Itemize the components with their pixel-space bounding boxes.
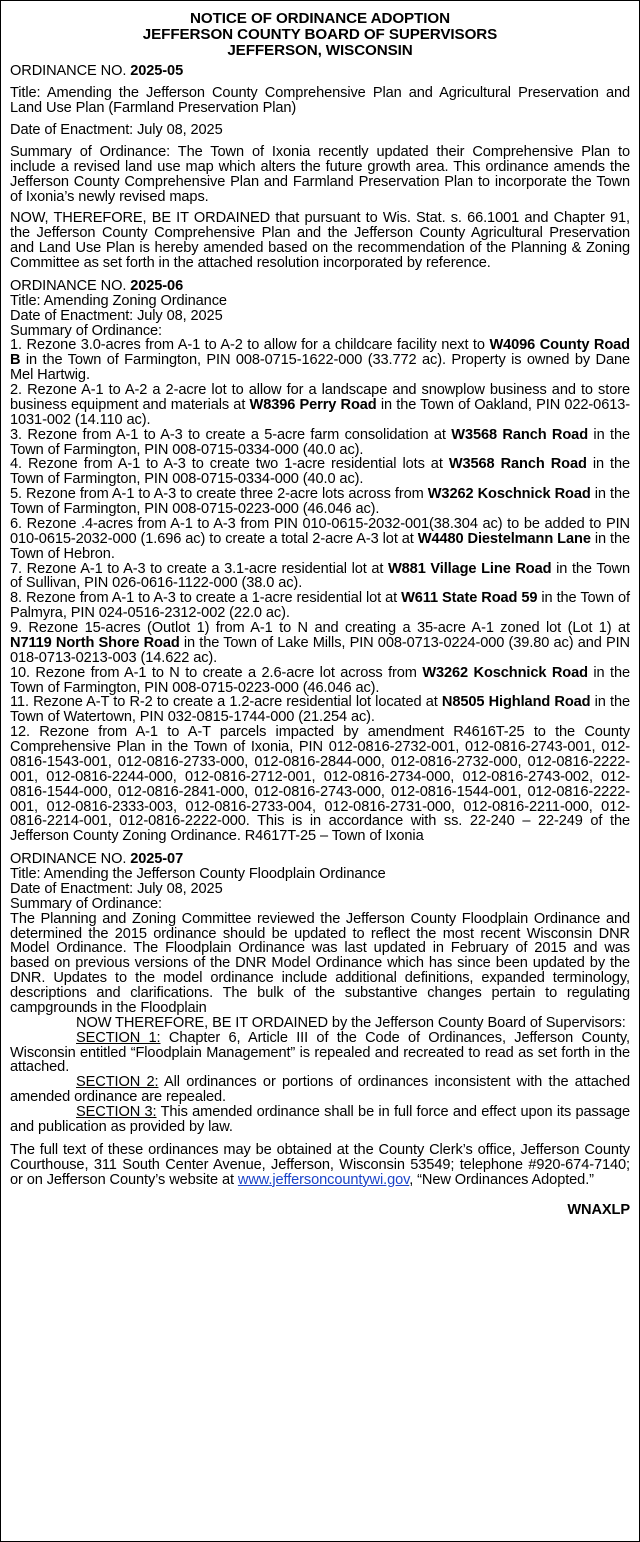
- item-text: 3. Rezone from A-1 to A-3 to create a 5-acre farm consolidation at: [10, 426, 452, 443]
- ordinance-title: Title: Amending the Jefferson County Floodplain Ordinance: [10, 866, 386, 883]
- item-text-tail: in the Town of Farmington, PIN 008-0715-1622-000 (33.772 ac). Property is owned by Dane Mel Hartwig.: [10, 352, 630, 384]
- item-text-tail: in the Town of Oakland, PIN 022-0613-1031-002 (14.110 ac).: [10, 396, 630, 428]
- ordinance-title: Title: Amending Zoning Ordinance: [10, 292, 227, 309]
- item-address: W881 Village Line Road: [387, 560, 552, 577]
- ordinance-number: [10, 852, 630, 867]
- ordinance-number-value: 2025-06: [130, 277, 184, 294]
- enactment-date: Date of Enactment: July 08, 2025: [10, 307, 223, 324]
- item-text: 2. Rezone A-1 to A-2 a 2-acre lot to allow for a landscape and snowplow business and to store business equipment and materials at: [10, 382, 630, 413]
- rezone-item-1: [10, 338, 630, 383]
- item-address: W3262 Koschnick Road: [427, 486, 591, 503]
- availability-note: [10, 1143, 630, 1188]
- item-text-tail: in the Town of Farmington, PIN 008-0715-0223-000 (46.046 ac).: [10, 486, 630, 518]
- item-text-tail: in the Town of Watertown, PIN 032-0815-1744-000 (21.254 ac).: [10, 694, 631, 726]
- rezone-list: [10, 338, 630, 844]
- item-text-tail: in the Town of Lake Mills, PIN 008-0713-0224-000 (39.80 ac) and PIN 018-0713-0213-003 (14.622 ac).: [10, 634, 630, 666]
- item-text: 10. Rezone from A-1 to N to create a 2.6-acre lot across from: [10, 664, 423, 681]
- enactment-date: Date of Enactment: July 08, 2025: [10, 880, 223, 897]
- header-line-2: JEFFERSON COUNTY BOARD OF SUPERVISORS: [142, 25, 498, 43]
- item-text: 7. Rezone A-1 to A-3 to create a 3.1-acre residential lot at: [10, 560, 388, 577]
- rezone-item-11: [10, 695, 630, 725]
- header-line-1: NOTICE OF ORDINANCE ADOPTION: [190, 10, 450, 27]
- notice-header: [10, 11, 630, 58]
- rezone-item-5: [10, 487, 630, 517]
- item-text: 4. Rezone from A-1 to A-3 to create two 1-acre residential lots at: [10, 456, 449, 473]
- rezone-item-6: [10, 517, 630, 562]
- rezone-item-2: [10, 383, 630, 428]
- section-2-label: SECTION 2:: [76, 1074, 159, 1091]
- item-text-tail: in the Town of Hebron.: [10, 530, 631, 562]
- item-text-tail: in the Town of Sullivan, PIN 026-0616-1122-000 (38.0 ac).: [10, 560, 631, 592]
- item-address: W3568 Ranch Road: [451, 426, 589, 443]
- rezone-item-7: [10, 562, 630, 592]
- item-text-tail: in the Town of Farmington, PIN 008-0715-0334-000 (40.0 ac).: [10, 456, 630, 488]
- header-line-3: JEFFERSON, WISCONSIN: [227, 41, 413, 59]
- item-text: 9. Rezone 15-acres (Outlot 1) from A-1 to N and creating a 35-acre A-1 zoned lot (Lot 1) at: [10, 620, 630, 637]
- item-text-tail: in the Town of Farmington, PIN 008-0715-0334-000 (40.0 ac).: [10, 426, 630, 458]
- item-address: W4096 County Road B: [10, 337, 630, 369]
- section-3-label: SECTION 3:: [76, 1104, 157, 1121]
- item-address: W8396 Perry Road: [249, 396, 377, 413]
- item-text: 5. Rezone from A-1 to A-3 to create three 2-acre lots across from: [10, 486, 428, 503]
- ordinance-title: Title: Amending the Jefferson County Comprehensive Plan and Agricultural Preservation and Land Use Plan (Farmland Preservation Plan): [10, 85, 630, 117]
- item-text: 6. Rezone .4-acres from A-1 to A-3 from PIN 010-0615-2032-001(38.304 ac) to be added to PIN 010-0615-2032-000 (1.696 ac) to create a total 2-acre A-3 lot at: [10, 515, 630, 547]
- item-text: 12. Rezone from A-1 to A-T parcels impacted by amendment R4616T-25 to the County Comprehensive Plan in the Town of Ixonia, PIN 012-0816-2732-001, 012-0816-2743-001, 012-0816-1543-001, 012-0816-2733-000, 012-0816-2844-000, 012-0816-2732-000, 012-0816-2222-001, 012-0816-2244-000, 012-0816-2712-001, 012-0816-2734-000, 012-0816-2743-002, 012-0816-1544-000, 012-0816-2841-000, 012-0816-2743-000, 012-0816-1544-001, 012-0816-2222-001, 012-0816-2333-003, 012-0816-2733-004, 012-0816-2731-000, 012-0816-2211-000, 012-0816-2214-001, 012-0816-2222-000. This is in accordance with ss. 22-240 – 22-249 of the Jefferson County Zoning Ordinance. R4617T-25 – Town of Ixonia: [10, 724, 630, 845]
- item-text-tail: in the Town of Palmyra, PIN 024-0516-2312-002 (22.0 ac).: [10, 590, 630, 622]
- item-address: N8505 Highland Road: [441, 694, 591, 711]
- item-address: W4480 Diestelmann Lane: [417, 530, 591, 547]
- item-text: 1. Rezone 3.0-acres from A-1 to A-2 to allow for a childcare facility next to: [10, 337, 490, 354]
- ordinance-2025-06: [10, 279, 630, 844]
- county-website-link[interactable]: www.jeffersoncountywi.gov: [237, 1171, 410, 1188]
- ordinance-number: [10, 279, 630, 294]
- summary-label: Summary of Ordinance:: [10, 895, 163, 912]
- ordinance-number-label: ORDINANCE NO.: [10, 277, 131, 294]
- rezone-item-10: [10, 666, 630, 696]
- section-3-text: This amended ordinance shall be in full force and effect upon its passage and publication as provided by law.: [10, 1104, 630, 1135]
- publication-code: WNAXLP: [567, 1202, 630, 1219]
- section-2-text: All ordinances or portions of ordinances inconsistent with the attached amended ordinance are repealed.: [10, 1074, 630, 1106]
- rezone-item-3: [10, 428, 630, 458]
- section-2: [10, 1075, 630, 1105]
- availability-tail: , “New Ordinances Adopted.”: [409, 1171, 594, 1188]
- ordinance-2025-07: [10, 852, 630, 1135]
- ordinance-summary: Summary of Ordinance: The Town of Ixonia recently updated their Comprehensive Plan to include a revised land use map which alters the future growth area. This ordinance amends the Jefferson County Comprehensive Plan and Farmland Preservation Plan to incorporate the Town of Ixonia’s newly revised maps.: [10, 143, 630, 205]
- rezone-item-12: [10, 725, 630, 844]
- ordinance-number-value: 2025-05: [130, 63, 184, 80]
- section-1-label: SECTION 1:: [76, 1029, 161, 1046]
- item-text: 11. Rezone A-T to R-2 to create a 1.2-acre residential lot located at: [10, 694, 442, 711]
- item-text: 8. Rezone from A-1 to A-3 to create a 1-acre residential lot at: [10, 590, 402, 607]
- item-address: W3262 Koschnick Road: [422, 664, 588, 681]
- rezone-item-9: [10, 621, 630, 666]
- summary-label: Summary of Ordinance:: [10, 322, 163, 339]
- ordinance-number-label: ORDINANCE NO.: [10, 851, 131, 868]
- ordinance-number-label: ORDINANCE NO.: [10, 63, 131, 80]
- ordinance-number: [10, 64, 630, 79]
- section-1-text: Chapter 6, Article III of the Code of Ordinances, Jefferson County, Wisconsin entitled “Floodplain Management” is repealed and recreated to read as set forth in the attached.: [10, 1029, 630, 1076]
- item-address: N7119 North Shore Road: [10, 634, 180, 651]
- rezone-item-4: [10, 457, 630, 487]
- section-3: [10, 1105, 630, 1135]
- ordained-clause: NOW THEREFORE, BE IT ORDAINED by the Jefferson County Board of Supervisors:: [76, 1014, 626, 1031]
- item-address: W611 State Road 59: [401, 590, 538, 607]
- rezone-item-8: [10, 591, 630, 621]
- ordained-clause: NOW, THEREFORE, BE IT ORDAINED that pursuant to Wis. Stat. s. 66.1001 and Chapter 91, the Jefferson County Comprehensive Plan and the Jefferson County Agricultural Preservation and Land Use Plan is hereby amended based on the recommendation of the Planning & Zoning Committee as set forth in the attached resolution incorporated by reference.: [10, 210, 630, 272]
- enactment-date: Date of Enactment: July 08, 2025: [10, 122, 223, 139]
- item-text-tail: in the Town of Farmington, PIN 008-0715-0223-000 (46.046 ac).: [10, 664, 630, 696]
- section-1: [10, 1031, 630, 1076]
- availability-text: The full text of these ordinances may be obtained at the County Clerk’s office, Jefferson County Courthouse, 311 South Center Avenue, Jefferson, Wisconsin 53549; telephone #920-674-7140; or on Jefferson County’s website at: [10, 1141, 630, 1188]
- ordinance-number-value: 2025-07: [130, 851, 184, 868]
- item-address: W3568 Ranch Road: [448, 456, 587, 473]
- ordinance-2025-05: [10, 64, 630, 271]
- ordinance-summary: The Planning and Zoning Committee reviewed the Jefferson County Floodplain Ordinance and determined the 2015 ordinance should be updated to reflect the most recent Wisconsin DNR Model Ordinance. The Floodplain Ordinance was last updated in February of 2015 and was based on previous versions of the DNR Model Ordinance which has since been updated by the DNR. Updates to the model ordinance include additional definitions, expanded terminology, descriptions and clarifications. The bulk of the substantive changes pertain to regulating campgrounds in the Floodplain: [10, 910, 630, 1016]
